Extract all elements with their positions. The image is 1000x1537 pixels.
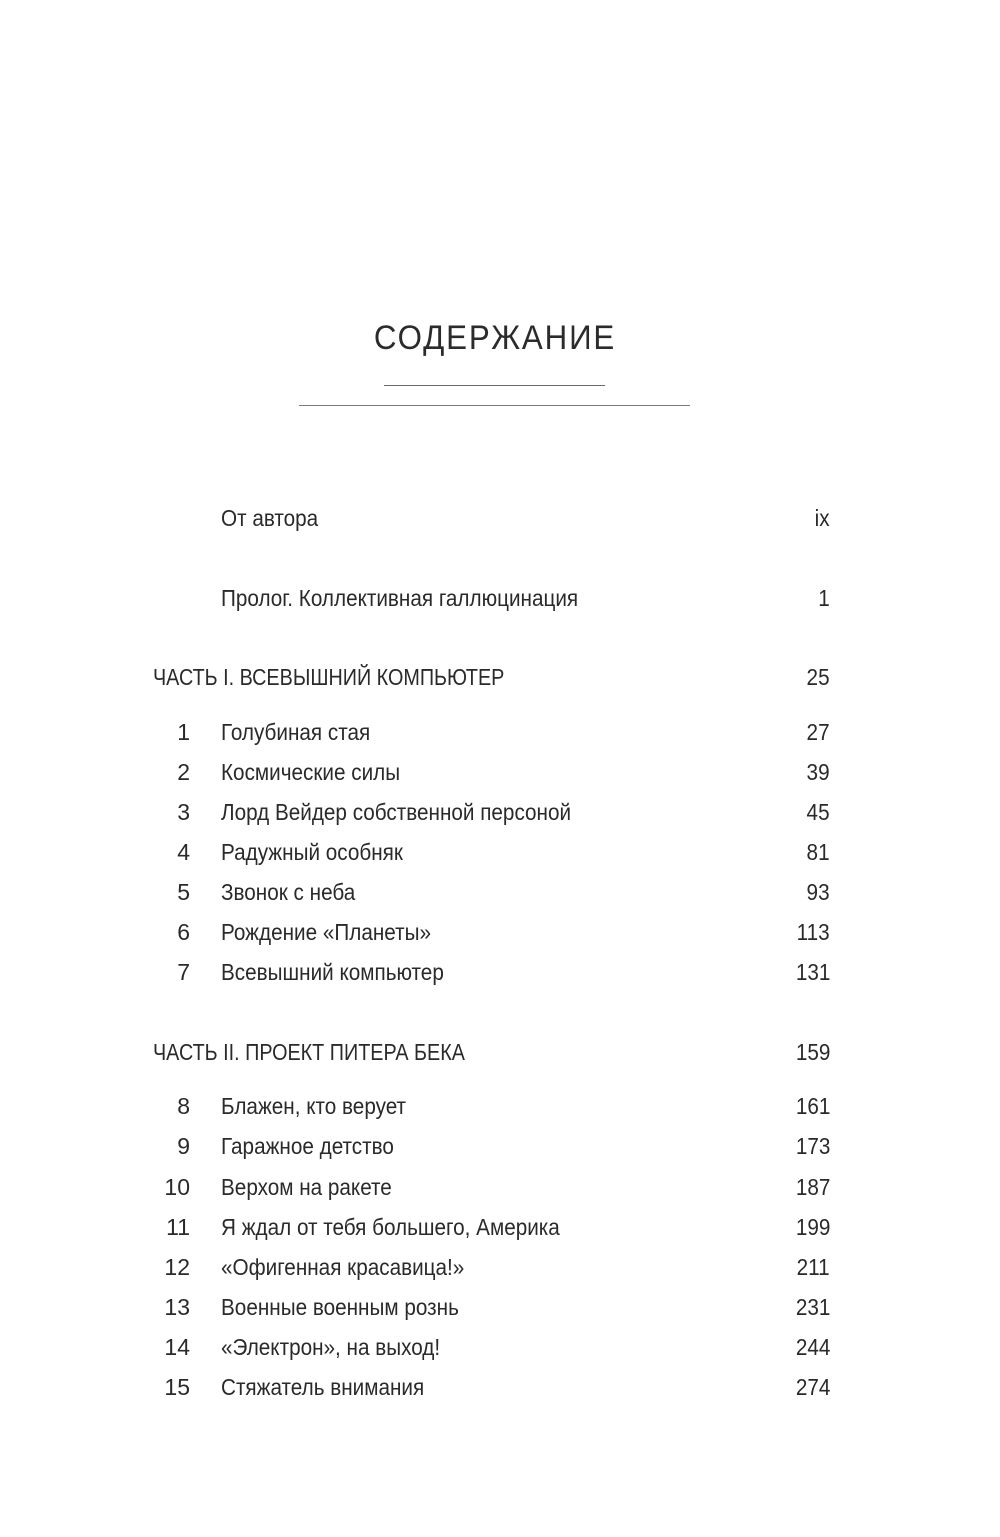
- chapter-page: 39: [806, 759, 830, 785]
- toc-chapter[interactable]: [0, 1371, 1000, 1403]
- toc-chapter[interactable]: [0, 1171, 1000, 1203]
- toc-chapter[interactable]: [0, 876, 1000, 908]
- chapter-number: 3: [177, 799, 190, 825]
- entry-page: 1: [818, 585, 830, 611]
- toc-chapter[interactable]: [0, 756, 1000, 788]
- toc-chapter[interactable]: [0, 796, 1000, 828]
- chapter-number: 12: [164, 1254, 190, 1280]
- chapter-title: Космические силы: [221, 759, 401, 785]
- chapter-page: 274: [795, 1374, 830, 1400]
- chapter-page: 187: [795, 1174, 830, 1200]
- part-page: 159: [795, 1039, 830, 1065]
- toc-chapter[interactable]: [0, 1331, 1000, 1363]
- chapter-number: 1: [177, 719, 190, 745]
- chapter-title: Рождение «Планеты»: [221, 919, 431, 945]
- toc-chapter[interactable]: [0, 916, 1000, 948]
- chapter-title: Всевышний компьютер: [221, 959, 444, 985]
- chapter-page: 173: [795, 1133, 830, 1159]
- toc-chapter[interactable]: [0, 1211, 1000, 1243]
- chapter-title: Блажен, кто верует: [221, 1093, 407, 1119]
- chapter-page: 244: [795, 1334, 830, 1360]
- title-divider-long: [299, 405, 690, 406]
- chapter-number: 13: [164, 1294, 190, 1320]
- toc-entry-author-note[interactable]: [0, 502, 1000, 534]
- chapter-page: 131: [795, 959, 830, 985]
- title-divider-short: [384, 385, 605, 386]
- entry-page: ix: [815, 505, 830, 531]
- chapter-number: 9: [177, 1133, 190, 1159]
- toc-chapter[interactable]: [0, 1090, 1000, 1122]
- chapter-number: 14: [164, 1334, 190, 1360]
- toc-entry-prologue[interactable]: [0, 582, 1000, 614]
- chapter-title: Гаражное детство: [221, 1133, 394, 1159]
- chapter-title: Радужный особняк: [221, 839, 403, 865]
- chapter-number: 7: [177, 959, 190, 985]
- toc-chapter[interactable]: [0, 1130, 1000, 1162]
- chapter-number: 6: [177, 919, 190, 945]
- toc-chapter[interactable]: [0, 716, 1000, 748]
- chapter-page: 161: [795, 1093, 830, 1119]
- chapter-number: 11: [166, 1214, 190, 1240]
- toc-part-2[interactable]: [0, 1036, 1000, 1068]
- part-title: ЧАСТЬ I. ВСЕВЫШНИЙ КОМПЬЮТЕР: [153, 664, 505, 690]
- chapter-title: Лорд Вейдер собственной персоной: [221, 799, 572, 825]
- chapter-page: 27: [806, 719, 830, 745]
- chapter-number: 8: [177, 1093, 190, 1119]
- chapter-title: Стяжатель внимания: [221, 1374, 425, 1400]
- page-title: СОДЕРЖАНИЕ: [373, 318, 617, 357]
- chapter-page: 211: [796, 1254, 830, 1280]
- entry-title: Пролог. Коллективная галлюцинация: [221, 585, 579, 611]
- chapter-page: 93: [806, 879, 830, 905]
- chapter-page: 45: [806, 799, 830, 825]
- part-page: 25: [806, 664, 830, 690]
- chapter-page: 199: [795, 1214, 830, 1240]
- chapter-title: Звонок с неба: [221, 879, 356, 905]
- toc-chapter[interactable]: [0, 1291, 1000, 1323]
- chapter-title: Верхом на ракете: [221, 1174, 392, 1200]
- entry-title: От автора: [221, 505, 319, 531]
- part-title: ЧАСТЬ II. ПРОЕКТ ПИТЕРА БЕКА: [153, 1039, 465, 1065]
- chapter-number: 2: [177, 759, 190, 785]
- toc-part-1[interactable]: [0, 661, 1000, 693]
- chapter-title: «Электрон», на выход!: [221, 1334, 441, 1360]
- chapter-number: 15: [164, 1374, 190, 1400]
- chapter-page: 231: [795, 1294, 830, 1320]
- chapter-title: Голубиная стая: [221, 719, 371, 745]
- chapter-title: «Офигенная красавица!»: [221, 1254, 465, 1280]
- chapter-number: 5: [177, 879, 190, 905]
- chapter-title: Военные военным рознь: [221, 1294, 459, 1320]
- chapter-page: 113: [796, 919, 830, 945]
- chapter-number: 4: [177, 839, 190, 865]
- chapter-title: Я ждал от тебя большего, Америка: [221, 1214, 560, 1240]
- toc-chapter[interactable]: [0, 1251, 1000, 1283]
- chapter-page: 81: [806, 839, 830, 865]
- toc-chapter[interactable]: [0, 956, 1000, 988]
- toc-chapter[interactable]: [0, 836, 1000, 868]
- chapter-number: 10: [164, 1174, 190, 1200]
